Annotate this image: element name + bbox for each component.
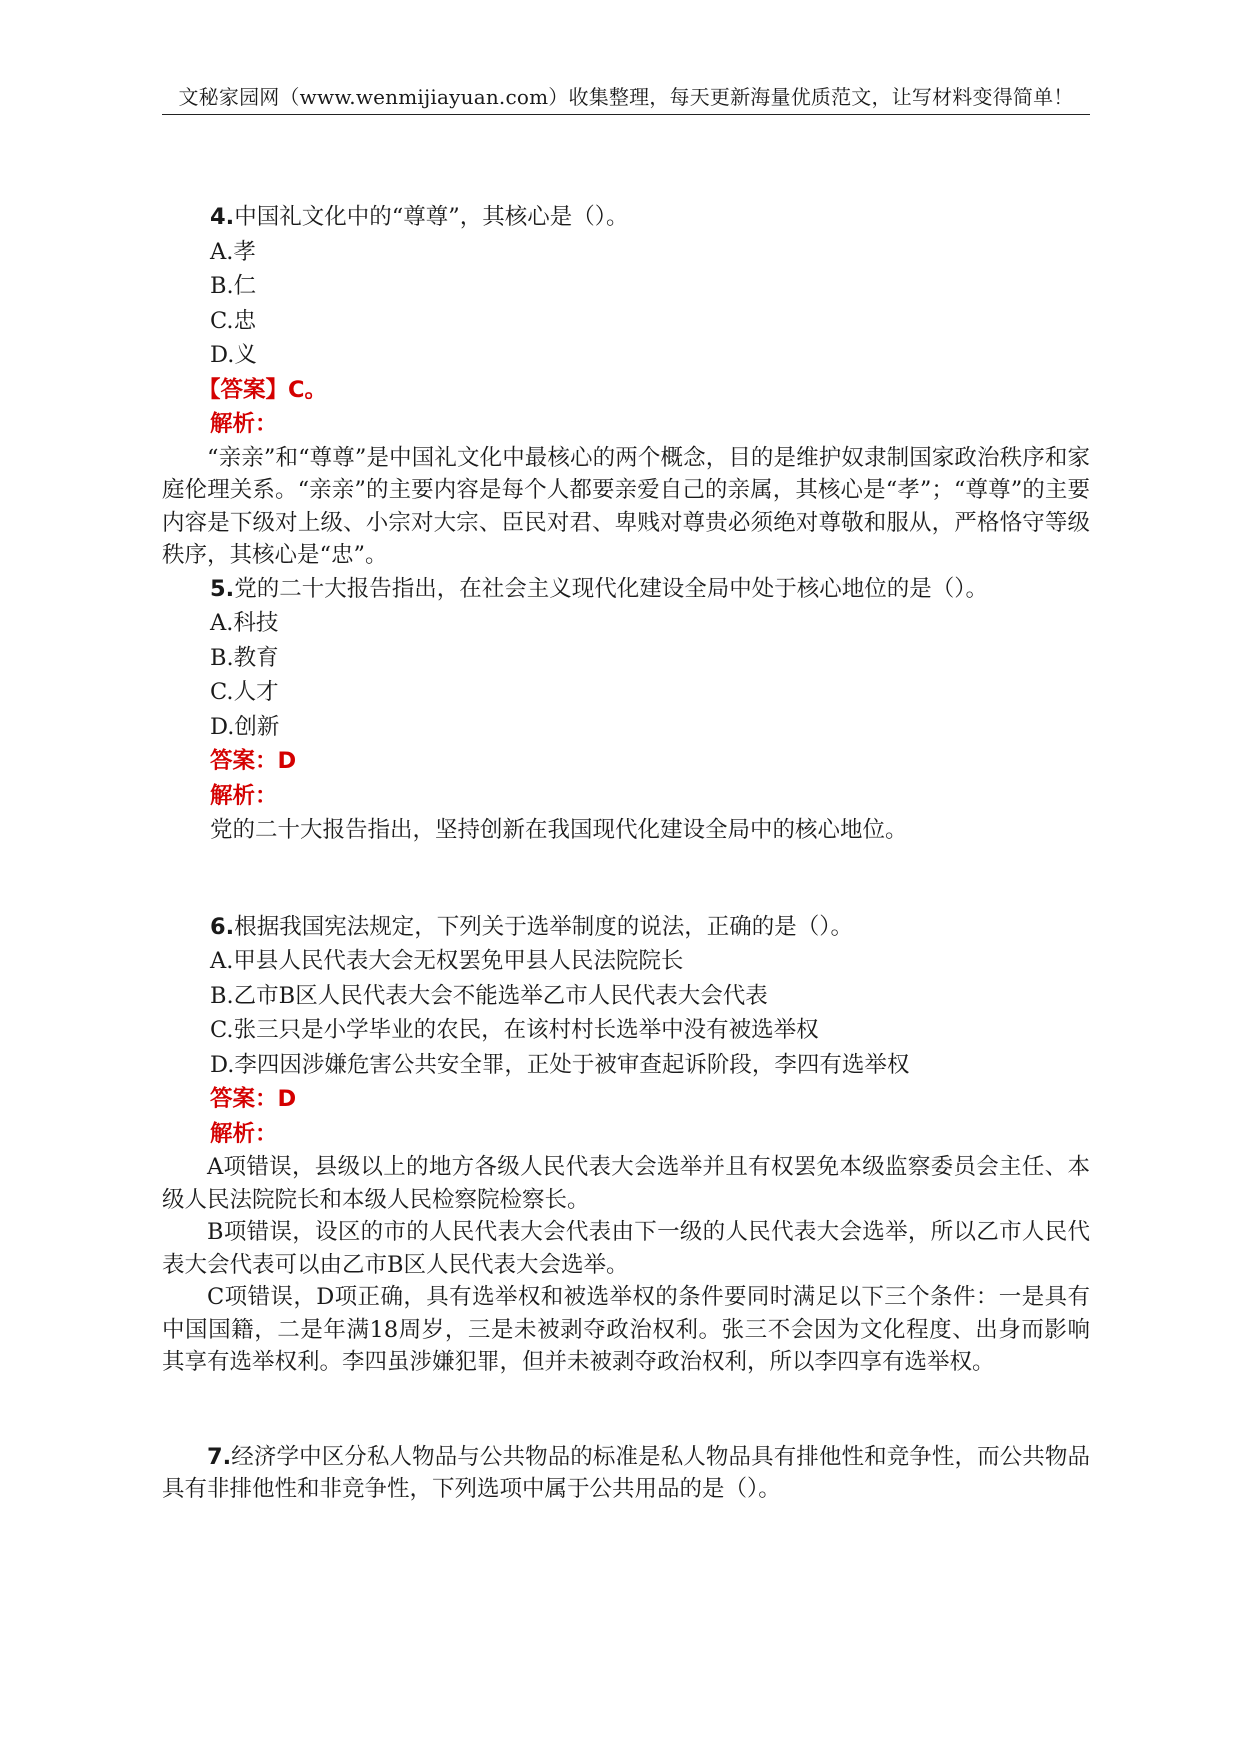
analysis-text: 党的二十大报告指出，坚持创新在我国现代化建设全局中的核心地位。 (210, 817, 908, 843)
document-body (162, 200, 1090, 1506)
spacer (162, 1379, 1090, 1441)
option-b: B.仁 (210, 273, 257, 299)
question-text: 党的二十大报告指出，在社会主义现代化建设全局中处于核心地位的是（）。 (234, 575, 988, 602)
question-text: 中国礼文化中的“尊尊”，其核心是（）。 (234, 204, 629, 230)
option-d: D.创新 (210, 713, 280, 740)
option-d: D.义 (210, 342, 257, 368)
question-5-stem (162, 572, 1090, 607)
option-c: C.张三只是小学毕业的农民，在该村村长选举中没有被选举权 (210, 1017, 819, 1043)
question-number: 5. (210, 575, 235, 602)
answer-label: 答案：D (210, 1086, 297, 1112)
question-4-stem (162, 200, 1090, 235)
question-number: 7. (207, 1443, 232, 1470)
analysis-label: 解析： (210, 782, 278, 809)
spacer (162, 848, 1090, 910)
option-a: A.孝 (210, 238, 256, 265)
analysis-label: 解析： (210, 411, 278, 437)
option-b: B.教育 (210, 644, 279, 671)
option-a: A.科技 (210, 610, 279, 636)
analysis-text: “亲亲”和“尊尊”是中国礼文化中最核心的两个概念，目的是维护奴隶制国家政治秩序和家庭伦理关系。“亲亲”的主要内容是每个人都要亲爱自己的亲属，其核心是“孝”；“尊尊”的主要内容是下级对上级、小宗对大宗、臣民对君、卑贱对尊贵必须绝对尊敬和服从，严格恪守等级秩序，其核心是“忠”。 (162, 444, 1090, 568)
answer-label: 【答案】C。 (198, 376, 328, 403)
question-text: 经济学中区分私人物品与公共物品的标准是私人物品具有排他性和竞争性，而公共物品具有非排他性和非竞争性，下列选项中属于公共用品的是（）。 (162, 1443, 1090, 1502)
question-text: 根据我国宪法规定，下列关于选举制度的说法，正确的是（）。 (234, 913, 853, 940)
option-c: C.人才 (210, 679, 279, 705)
option-a: A.甲县人民代表大会无权罢免甲县人民法院院长 (210, 948, 684, 974)
question-7-stem (162, 1441, 1090, 1506)
page-header (162, 84, 1090, 115)
question-number: 4. (210, 204, 235, 230)
analysis-paragraph-cd: C项错误，D项正确，具有选举权和被选举权的条件要同时满足以下三个条件：一是具有中国国籍，二是年满18周岁，三是未被剥夺政治权利。张三不会因为文化程度、出身而影响其享有选举权利。李四虽涉嫌犯罪，但并未被剥夺政治权利，所以李四享有选举权。 (162, 1284, 1090, 1375)
analysis-paragraph-a: A项错误，县级以上的地方各级人民代表大会选举并且有权罢免本级监察委员会主任、本级人民法院院长和本级人民检察院检察长。 (162, 1154, 1090, 1213)
question-number: 6. (210, 913, 235, 940)
analysis-paragraph-b: B项错误，设区的市的人民代表大会代表由下一级的人民代表大会选举，所以乙市人民代表大会代表可以由乙市B区人民代表大会选举。 (162, 1219, 1090, 1278)
answer-label: 答案：D (210, 748, 297, 774)
option-d: D.李四因涉嫌危害公共安全罪，正处于被审查起诉阶段，李四有选举权 (210, 1051, 910, 1078)
analysis-label: 解析： (210, 1120, 278, 1147)
option-c: C.忠 (210, 307, 257, 334)
option-b: B.乙市B区人民代表大会不能选举乙市人民代表大会代表 (210, 982, 768, 1009)
header-text: 文秘家园网（www.wenmijiayuan.com）收集整理，每天更新海量优质范文，让写材料变得简单！ (178, 85, 1074, 109)
question-6-stem (162, 910, 1090, 945)
